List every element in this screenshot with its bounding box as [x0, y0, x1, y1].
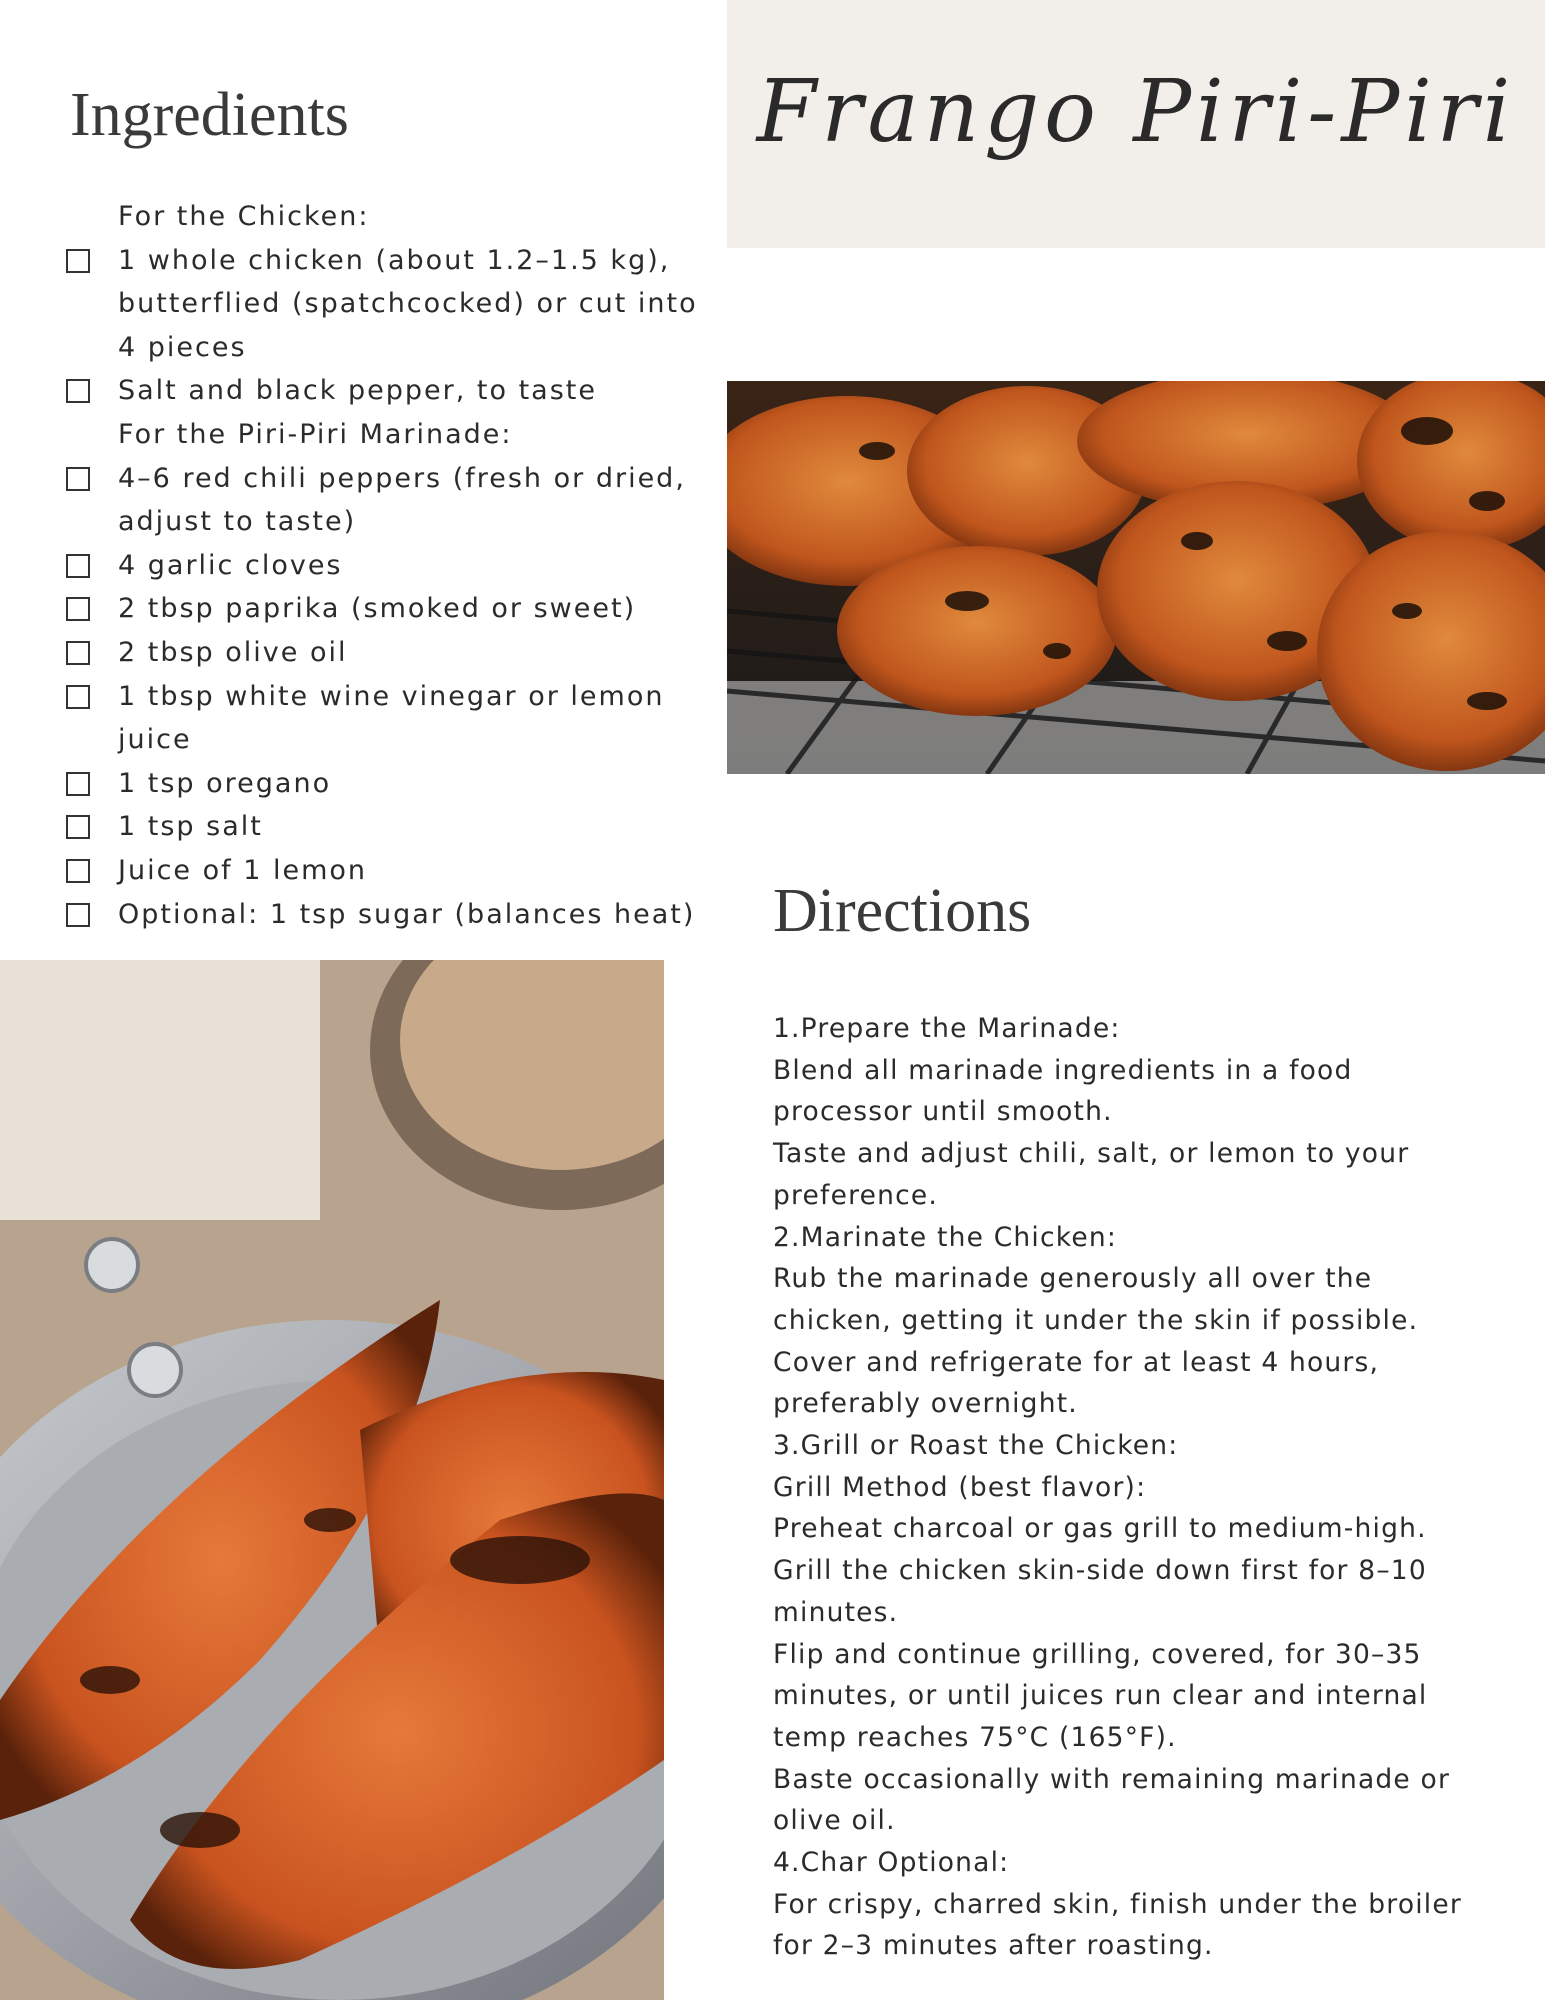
ingredient-checkbox[interactable]: [66, 467, 90, 491]
ingredient-checkbox[interactable]: [66, 554, 90, 578]
ingredient-section-label: [66, 413, 726, 457]
ingredient-text: 4–6 red chili peppers (fresh or dried, adjust to taste): [118, 462, 686, 538]
direction-line: preference.: [773, 1179, 938, 1211]
grilled-chicken-photo: [727, 381, 1545, 774]
ingredient-checkbox[interactable]: [66, 379, 90, 403]
ingredient-checkbox[interactable]: [66, 685, 90, 709]
direction-line: 4.Char Optional:: [773, 1847, 1010, 1879]
direction-line: preferably overnight.: [773, 1388, 1078, 1420]
direction-line: Grill Method (best flavor):: [773, 1471, 1147, 1503]
ingredients-heading: Ingredients: [70, 81, 349, 149]
direction-line: For crispy, charred skin, finish under the broiler: [773, 1888, 1462, 1920]
recipe-title: Frango Piri-Piri: [756, 62, 1516, 162]
direction-line: minutes.: [773, 1596, 899, 1628]
ingredient-text: 2 tbsp paprika (smoked or sweet): [118, 593, 637, 625]
direction-line: processor until smooth.: [773, 1096, 1113, 1128]
ingredient-section-label: [66, 195, 726, 239]
ingredient-text: Salt and black pepper, to taste: [118, 375, 597, 407]
direction-line: 3.Grill or Roast the Chicken:: [773, 1430, 1179, 1462]
ingredient-checkbox[interactable]: [66, 249, 90, 273]
ingredient-item: [66, 805, 726, 849]
ingredients-list: [66, 195, 726, 936]
ingredient-checkbox[interactable]: [66, 772, 90, 796]
direction-line: Taste and adjust chili, salt, or lemon to your: [773, 1138, 1410, 1170]
ingredient-checkbox[interactable]: [66, 815, 90, 839]
direction-line: minutes, or until juices run clear and internal: [773, 1680, 1428, 1712]
direction-line: temp reaches 75°C (165°F).: [773, 1721, 1177, 1753]
ingredient-item: [66, 675, 726, 762]
ingredient-checkbox[interactable]: [66, 641, 90, 665]
ingredient-text: 4 garlic cloves: [118, 549, 343, 581]
direction-line: olive oil.: [773, 1805, 896, 1837]
direction-line: Blend all marinade ingredients in a food: [773, 1054, 1353, 1086]
ingredient-text: 1 tsp oregano: [118, 767, 332, 799]
ingredient-text: Juice of 1 lemon: [118, 854, 368, 886]
direction-line: chicken, getting it under the skin if possible.: [773, 1304, 1419, 1336]
ingredient-item: [66, 239, 726, 370]
ingredient-text: For the Piri-Piri Marinade:: [118, 418, 513, 450]
pan-seared-chicken-photo: [0, 960, 664, 2000]
ingredient-item: [66, 457, 726, 544]
direction-line: Grill the chicken skin-side down first for 8–10: [773, 1555, 1427, 1587]
directions-heading: Directions: [773, 877, 1032, 945]
direction-line: Preheat charcoal or gas grill to medium-high.: [773, 1513, 1427, 1545]
direction-line: Flip and continue grilling, covered, for 30–35: [773, 1638, 1422, 1670]
ingredient-item: [66, 849, 726, 893]
ingredient-text: 1 whole chicken (about 1.2–1.5 kg), butterflied (spatchcocked) or cut into 4 pieces: [118, 244, 698, 363]
ingredient-item: [66, 893, 726, 937]
direction-line: Baste occasionally with remaining marinade or: [773, 1763, 1451, 1795]
directions-list: [773, 1008, 1513, 1967]
direction-line: 1.Prepare the Marinade:: [773, 1013, 1121, 1044]
ingredient-text: 1 tsp salt: [118, 811, 263, 843]
ingredient-item: [66, 369, 726, 413]
ingredient-checkbox[interactable]: [66, 859, 90, 883]
ingredient-text: Optional: 1 tsp sugar (balances heat): [118, 898, 696, 930]
ingredient-checkbox[interactable]: [66, 903, 90, 927]
ingredient-item: [66, 762, 726, 806]
title-banner: [727, 0, 1545, 248]
direction-line: Rub the marinade generously all over the: [773, 1263, 1373, 1295]
ingredient-item: [66, 544, 726, 588]
ingredient-item: [66, 587, 726, 631]
direction-line: Cover and refrigerate for at least 4 hours,: [773, 1346, 1380, 1378]
direction-line: for 2–3 minutes after roasting.: [773, 1930, 1214, 1962]
direction-line: 2.Marinate the Chicken:: [773, 1221, 1117, 1253]
ingredient-checkbox[interactable]: [66, 597, 90, 621]
ingredient-text: 2 tbsp olive oil: [118, 636, 348, 668]
ingredient-text: 1 tbsp white wine vinegar or lemon juice: [118, 680, 665, 756]
ingredient-item: [66, 631, 726, 675]
ingredient-text: For the Chicken:: [118, 201, 370, 232]
